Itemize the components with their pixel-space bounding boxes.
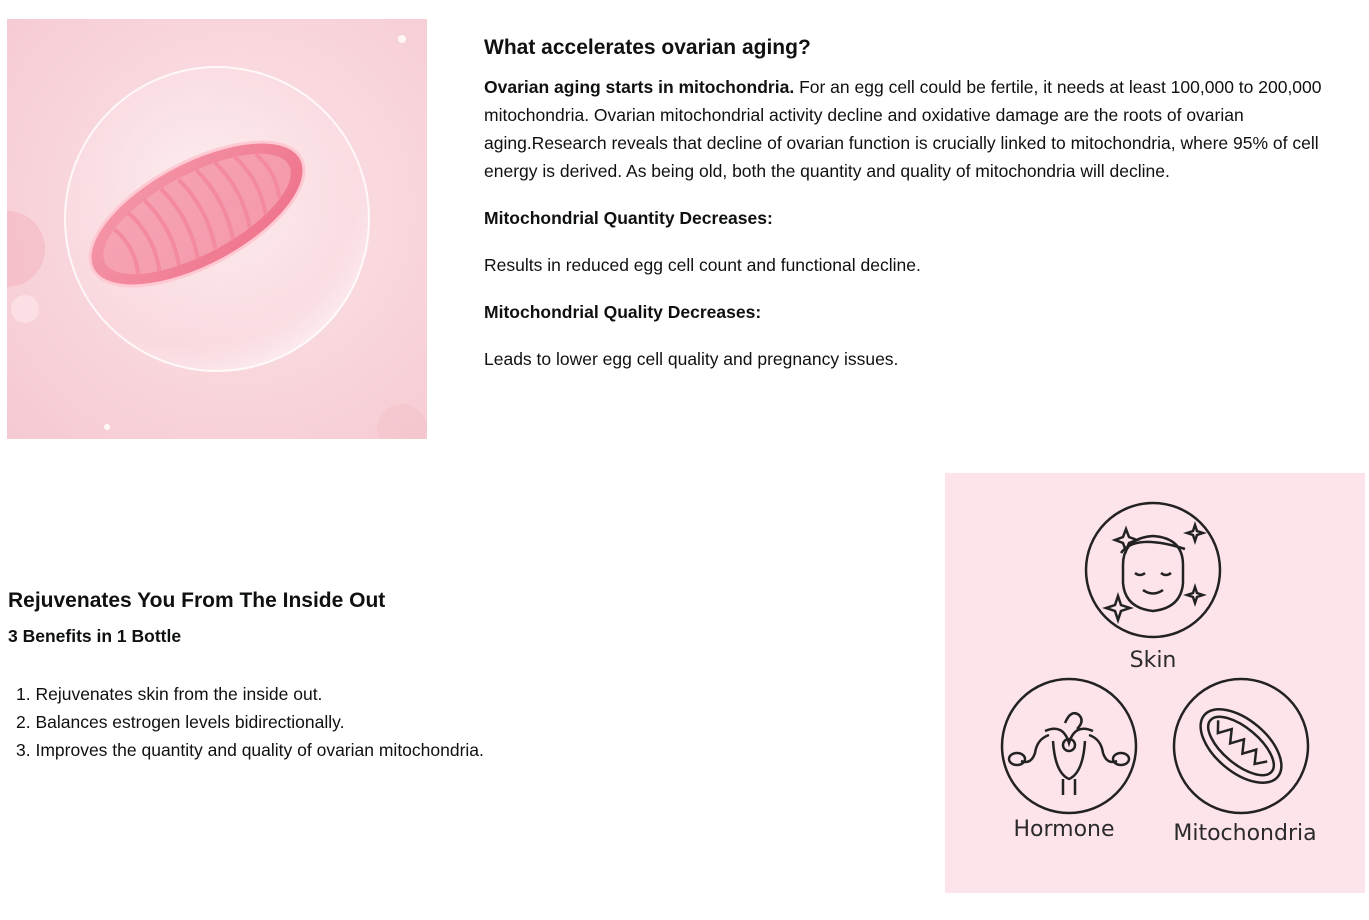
- intro-bold: Ovarian aging starts in mitochondria.: [484, 77, 795, 97]
- benefits-title: Rejuvenates You From The Inside Out: [8, 589, 386, 612]
- ovarian-aging-section: [484, 33, 1364, 373]
- section-title: What accelerates ovarian aging?: [484, 36, 811, 59]
- intro-paragraph: [484, 73, 1364, 185]
- benefits-subtitle: 3 Benefits in 1 Bottle: [8, 626, 182, 646]
- mitochondria-icon: [1174, 679, 1308, 813]
- mitochondria-label: Mitochondria: [1173, 821, 1317, 846]
- list-item: 2. Balances estrogen levels bidirectionally.: [16, 712, 345, 732]
- quantity-heading: Mitochondrial Quantity Decreases:: [484, 208, 773, 228]
- hormone-label: Hormone: [1013, 817, 1115, 842]
- mitochondria-illustration: [7, 19, 427, 439]
- skin-label: Skin: [1129, 648, 1177, 673]
- quantity-text: Results in reduced egg cell count and functional decline.: [484, 255, 921, 275]
- quality-heading: Mitochondrial Quality Decreases:: [484, 302, 762, 322]
- list-item: 3. Improves the quantity and quality of ovarian mitochondria.: [16, 740, 484, 760]
- uterus-hormone-icon: [1002, 679, 1136, 813]
- intro-text: For an egg cell could be fertile, it needs at least 100,000 to 200,000 mitochondria. Ovarian mitochondrial activity decline and oxidative damage are the roots of ovarian aging.Research reveals that decline of ovarian function is crucially linked to mitochondria, where 95% of cell energy is derived. As being old, both the quantity and quality of mitochondria will decline.: [484, 77, 1322, 181]
- face-sparkle-icon: [1086, 503, 1220, 637]
- benefits-list: [8, 680, 708, 764]
- benefits-icons-image: [945, 473, 1365, 893]
- benefits-section: [8, 586, 708, 764]
- mitochondria-bubble-image: [7, 19, 427, 439]
- quality-text: Leads to lower egg cell quality and pregnancy issues.: [484, 349, 899, 369]
- list-item: 1. Rejuvenates skin from the inside out.: [16, 684, 323, 704]
